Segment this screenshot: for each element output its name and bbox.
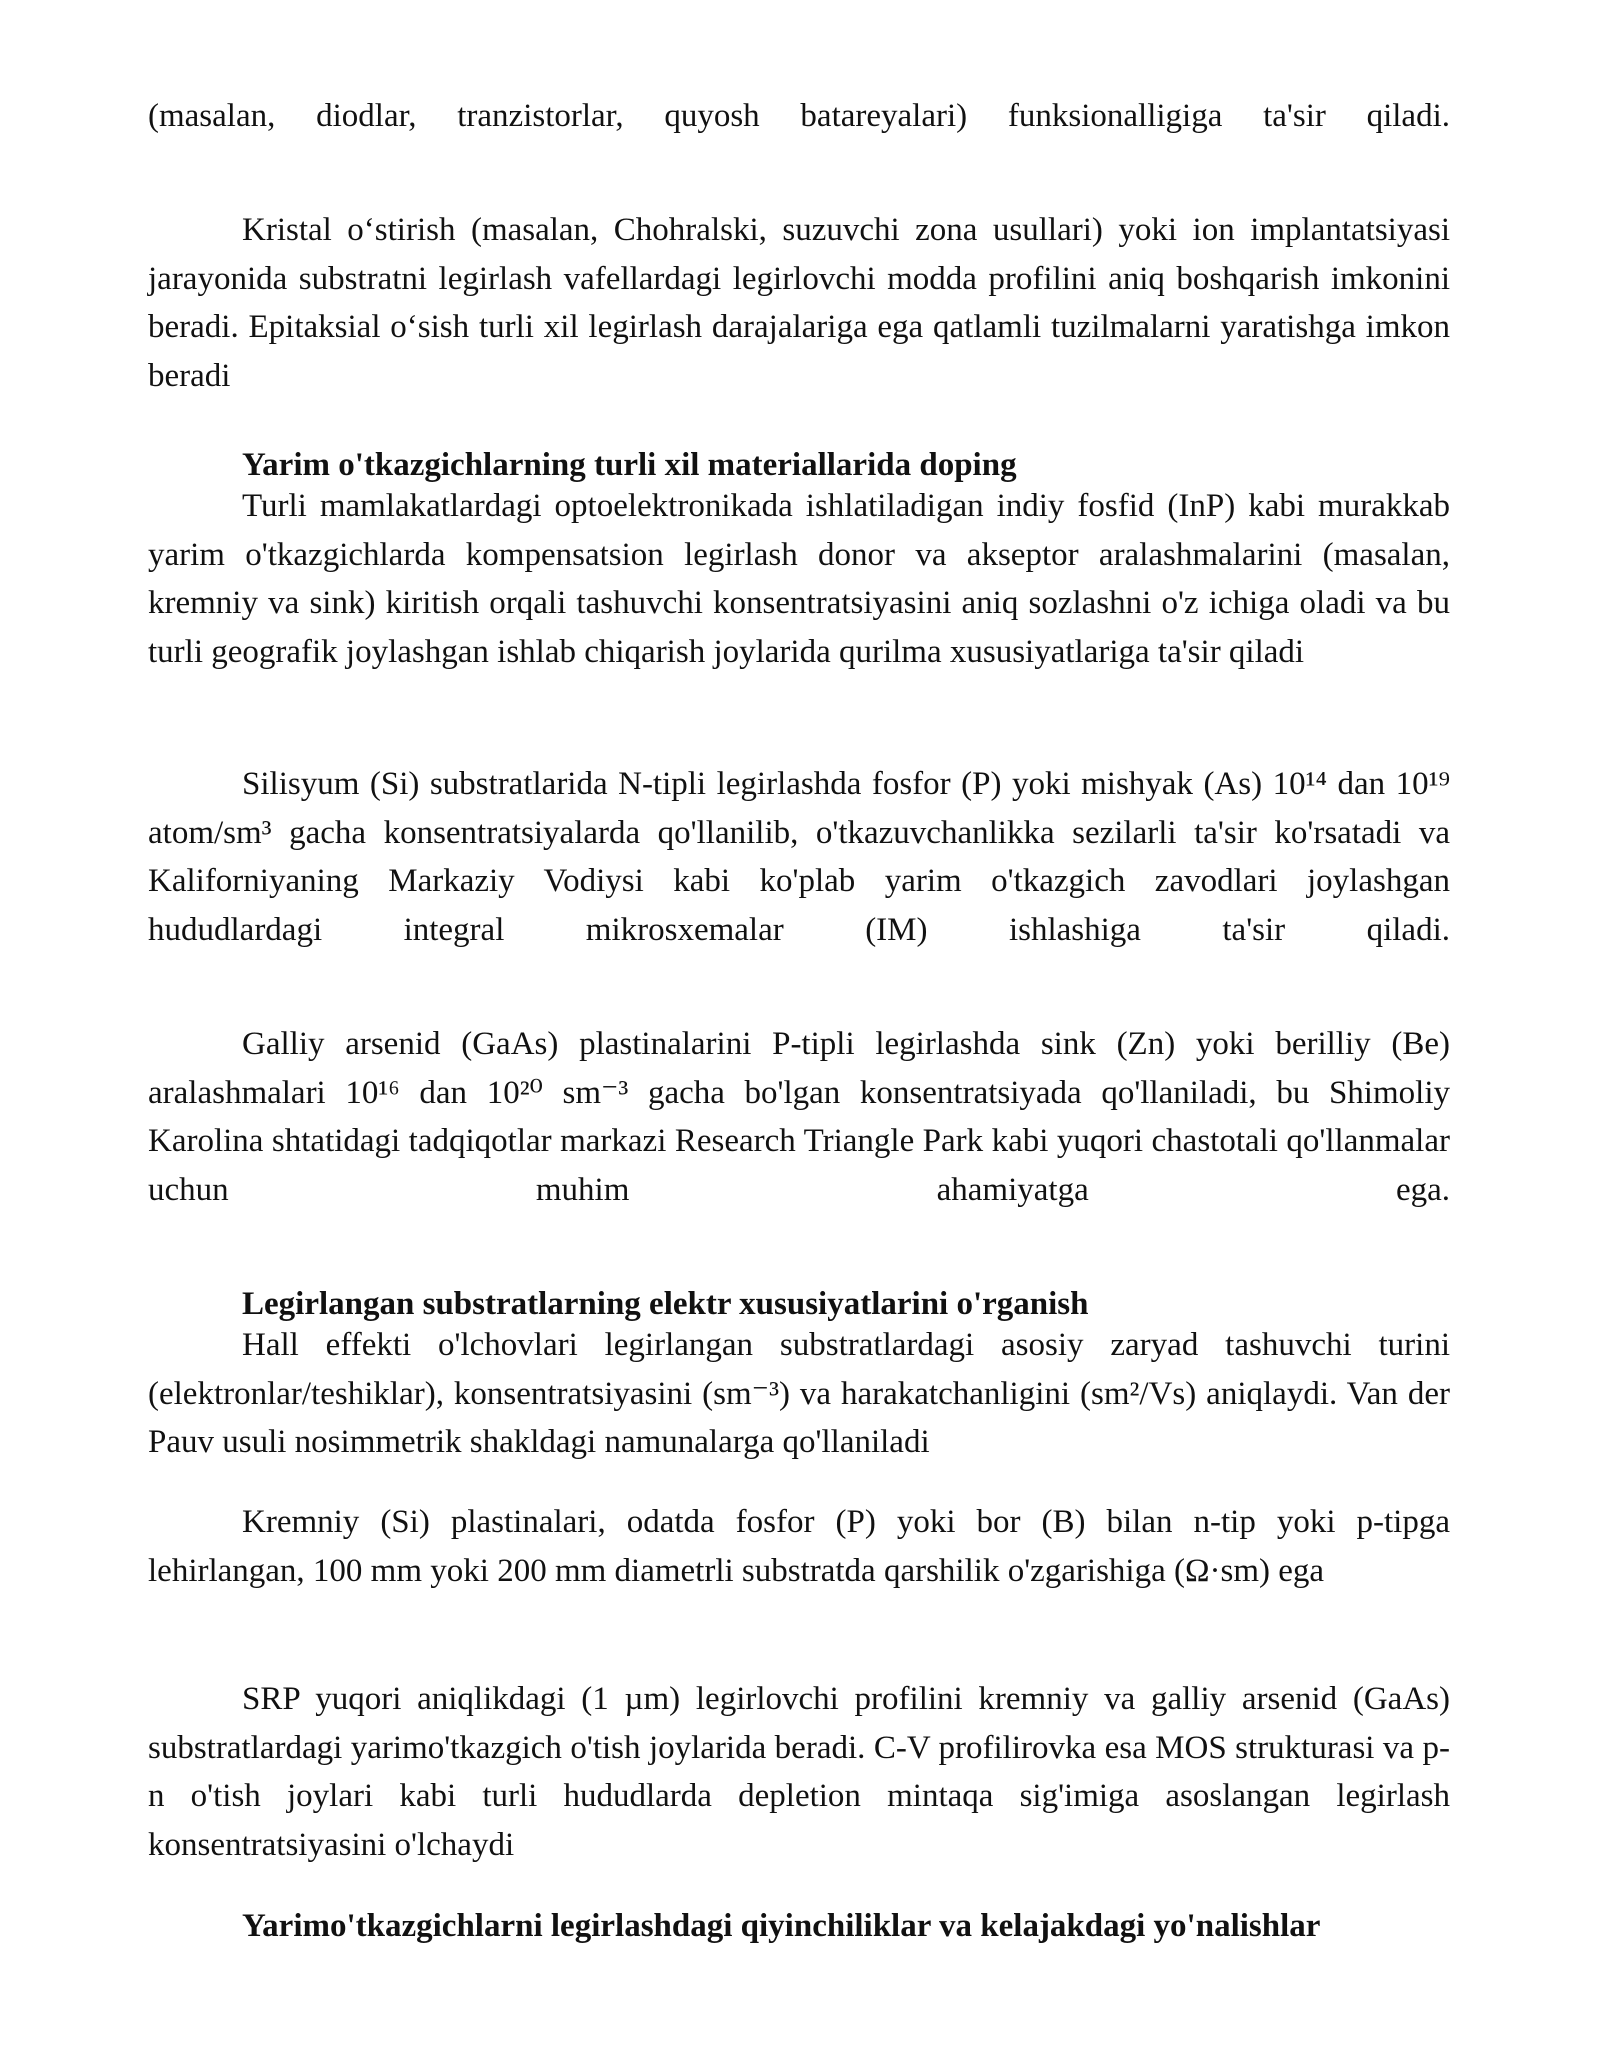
paragraph-compound-semiconductors xyxy=(148,482,1450,676)
paragraph-silicon-n-type xyxy=(148,760,1450,954)
section-heading-electrical-properties: Legirlangan substratlarning elektr xususiyatlarini o'rganish xyxy=(242,1286,1089,1322)
paragraph-crystal-growth xyxy=(148,206,1450,400)
paragraph-silicon-wafers xyxy=(148,1498,1450,1595)
paragraph-text: Galliy arsenid (GaAs) plastinalarini P-tipli legirlashda sink (Zn) yoki berilliy (Be) aralashmalari 10¹⁶ dan 10²⁰ sm⁻³ gacha bo'lgan konsentratsiyada qo'llaniladi, bu Shimoliy Karolina shtatidagi tadqiqotlar markazi Research Triangle Park kabi yuqori chastotali qo'llanmalar uchun muhim ahamiyatga ega. xyxy=(148,1026,1450,1208)
section-heading-doping-materials: Yarim o'tkazgichlarning turli xil materiallarida doping xyxy=(242,447,1017,483)
paragraph-text: Silisyum (Si) substratlarida N-tipli legirlashda fosfor (P) yoki mishyak (As) 10¹⁴ dan 10¹⁹ atom/sm³ gacha konsentratsiyalarda qo'llanilib, o'tkazuvchanlikka sezilarli ta'sir ko'rsatadi va Kaliforniyaning Markaziy Vodiysi kabi ko'plab yarim o'tkazgich zavodlari joylashgan hududlardagi integral mikrosxemalar (IM) ishlashiga ta'sir qiladi. xyxy=(148,766,1450,948)
paragraph-text: SRP yuqori aniqlikdagi (1 µm) legirlovchi profilini kremniy va galliy arsenid (GaAs) substratlardagi yarimo'tkazgich o'tish joylarida beradi. C-V profilirovka esa MOS strukturasi va p-n o'tish joylari kabi turli hududlarda depletion mintaqa sig'imiga asoslangan legirlash konsentratsiyasini o'lchaydi xyxy=(148,1681,1450,1863)
paragraph-text: Turli mamlakatlardagi optoelektronikada ishlatiladigan indiy fosfid (InP) kabi murakkab yarim o'tkazgichlarda kompensatsion legirlash donor va akseptor aralashmalarini (masalan, kremniy va sink) kiritish orqali tashuvchi konsentratsiyasini aniq sozlashni o'z ichiga oladi va bu turli geografik joylashgan ishlab chiqarish joylarida qurilma xususiyatlariga ta'sir qiladi xyxy=(148,488,1450,670)
paragraph-srp-cv xyxy=(148,1675,1450,1869)
section-heading-challenges: Yarimo'tkazgichlarni legirlashdagi qiyinchiliklar va kelajakdagi yo'nalishlar xyxy=(242,1908,1321,1944)
paragraph-gaas-p-type xyxy=(148,1020,1450,1214)
paragraph-text: Hall effekti o'lchovlari legirlangan substratlardagi asosiy zaryad tashuvchi turini (elektronlar/teshiklar), konsentratsiyasini (sm⁻³) va harakatchanligini (sm²/Vs) aniqlaydi. Van der Pauv usuli nosimmetrik shakldagi namunalarga qo'llaniladi xyxy=(148,1327,1450,1460)
paragraph-text: Kristal o‘stirish (masalan, Chohralski, suzuvchi zona usullari) yoki ion implantatsiyasi jarayonida substratni legirlash vafellardagi legirlovchi modda profilini aniq boshqarish imkonini beradi. Epitaksial o‘sish turli xil legirlash darajalariga ega qatlamli tuzilmalarni yaratishga imkon beradi xyxy=(148,212,1450,394)
paragraph-hall-effect xyxy=(148,1321,1450,1467)
paragraph-text: (masalan, diodlar, tranzistorlar, quyosh batareyalari) funksionalligiga ta'sir qiladi. xyxy=(148,98,1450,134)
paragraph-continuation xyxy=(148,92,1450,141)
paragraph-text: Kremniy (Si) plastinalari, odatda fosfor (P) yoki bor (B) bilan n-tip yoki p-tipga lehirlangan, 100 mm yoki 200 mm diametrli substratda qarshilik o'zgarishiga (Ω·sm) ega xyxy=(148,1504,1450,1589)
